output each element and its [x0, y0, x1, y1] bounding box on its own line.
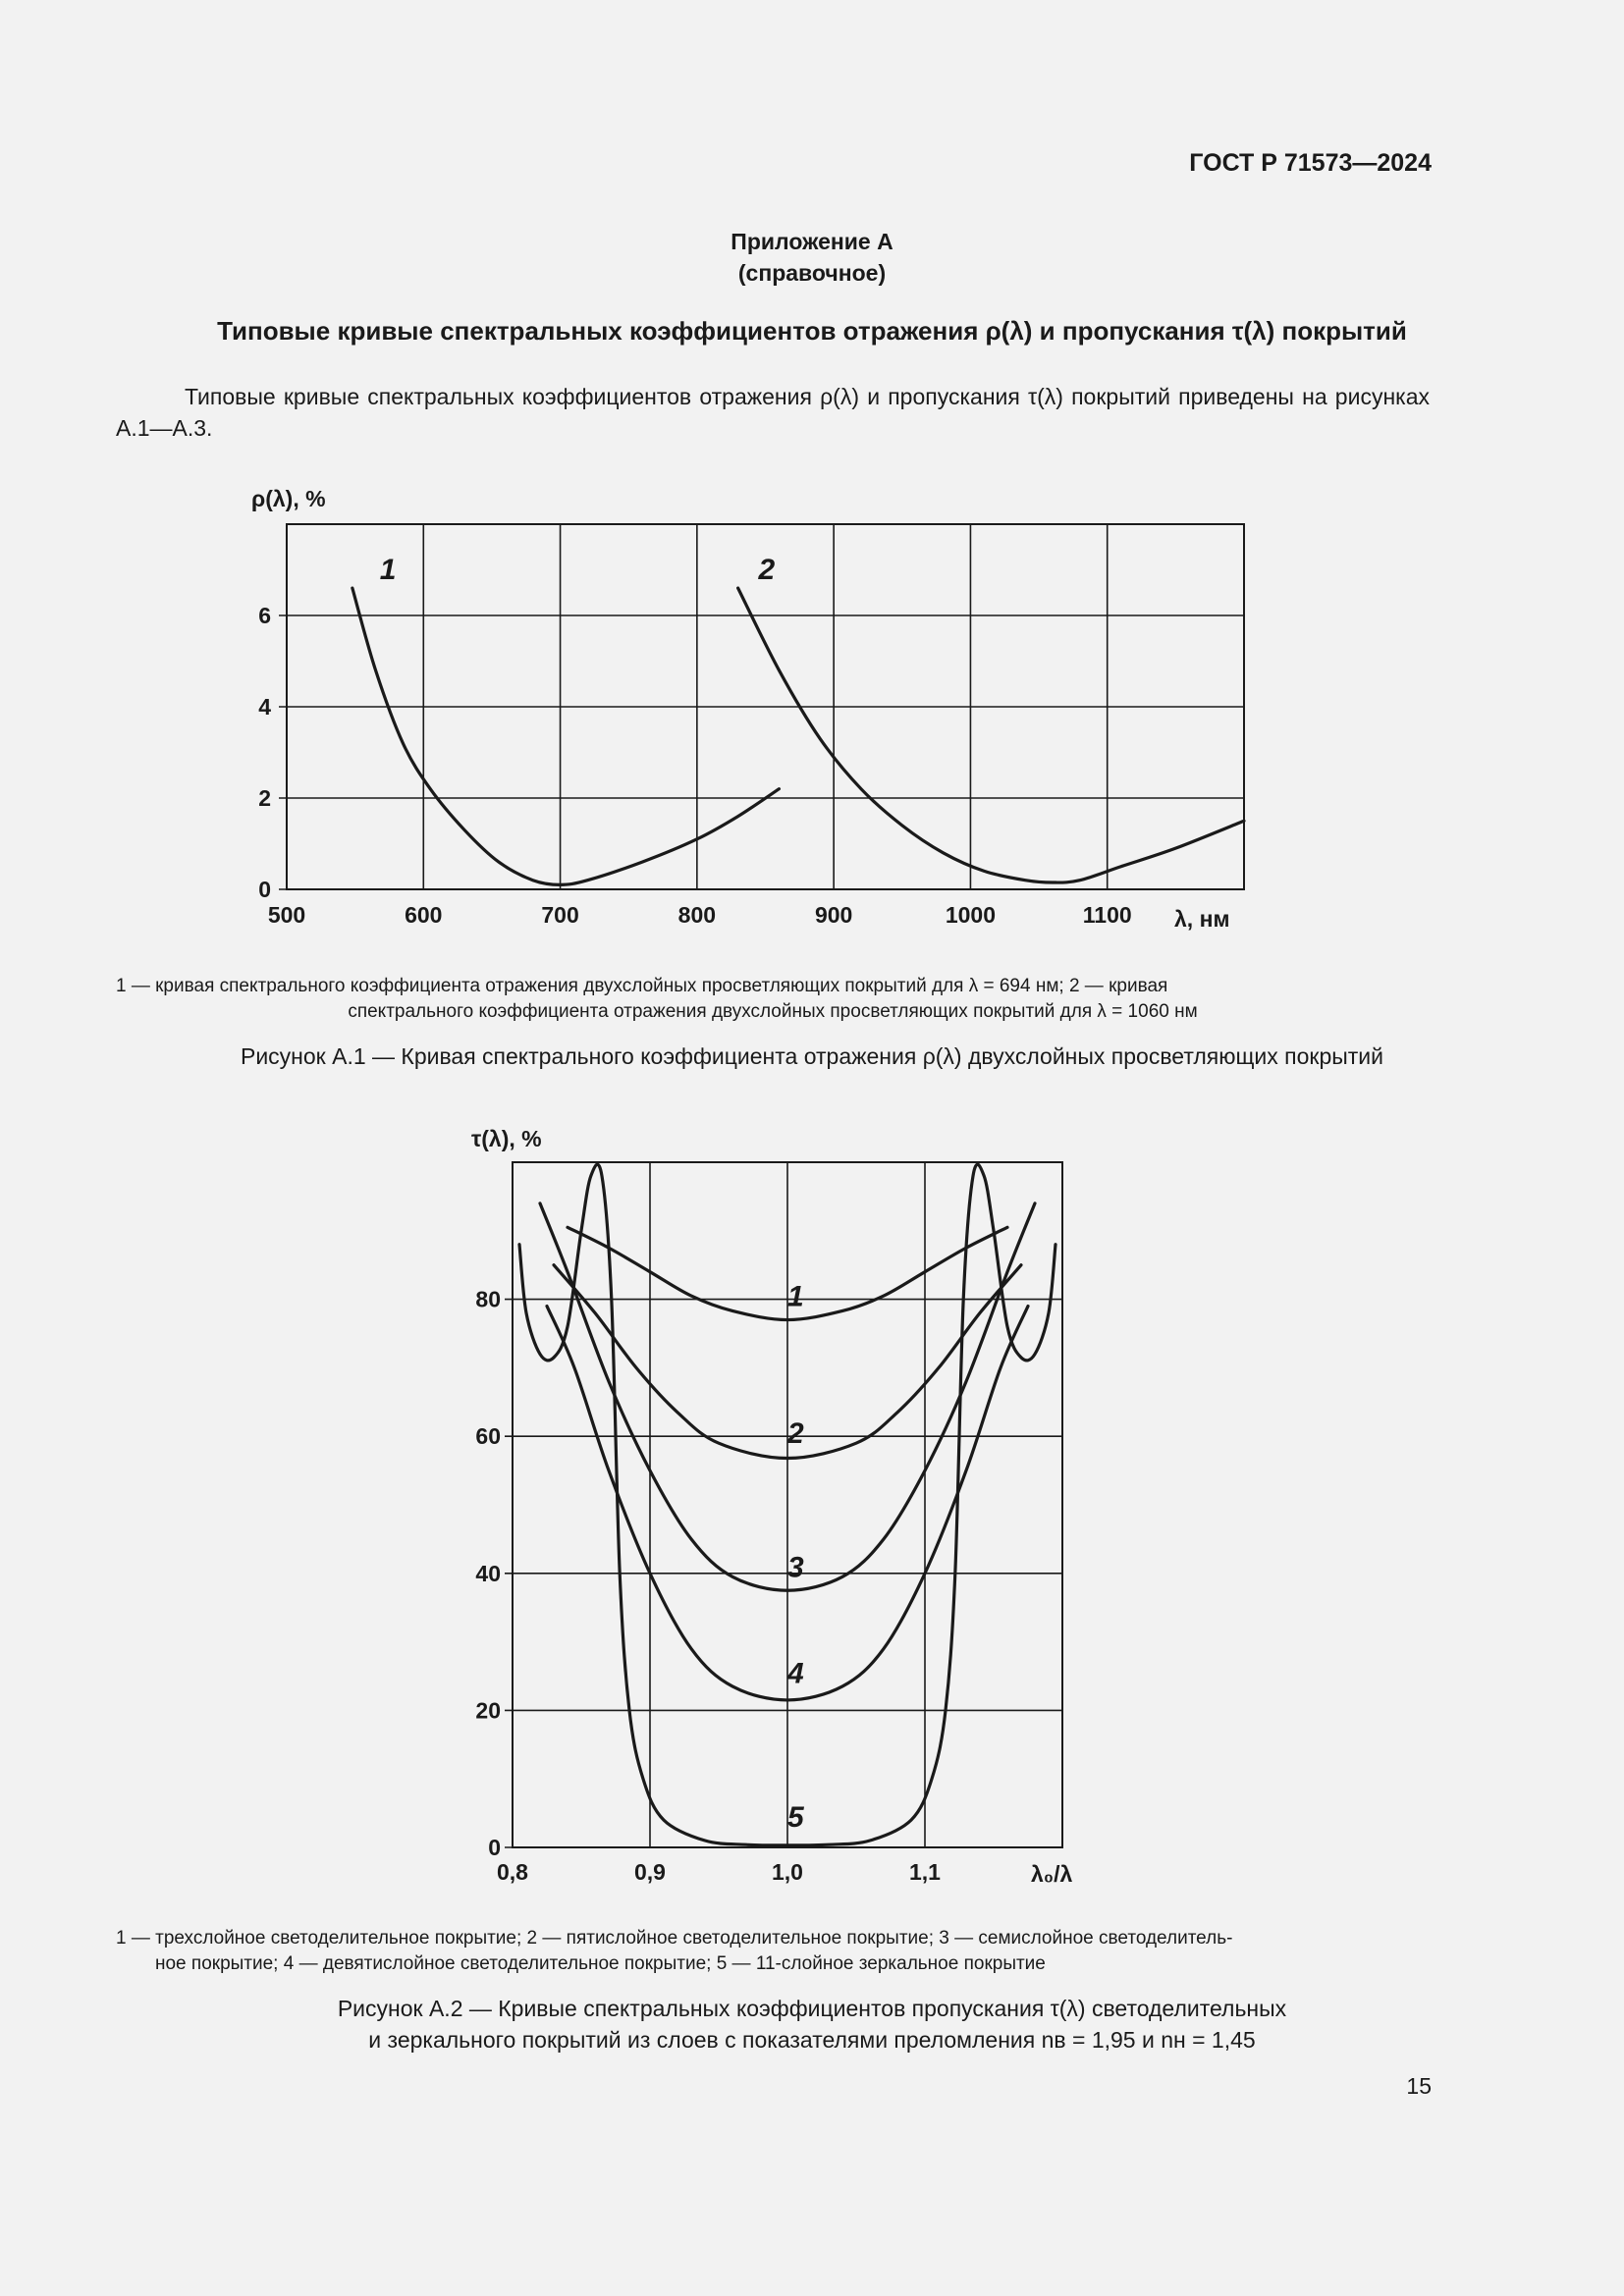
curve-1 — [352, 588, 780, 884]
page-number: 15 — [1406, 2073, 1432, 2099]
y-tick-label: 40 — [475, 1560, 501, 1586]
curve-2 — [738, 588, 1244, 882]
curve-label-3: 3 — [787, 1551, 804, 1584]
x-tick-label: 1,1 — [909, 1859, 941, 1885]
section-title: Типовые кривые спектральных коэффициентов отражения ρ(λ) и пропускания τ(λ) покрытий — [217, 316, 1407, 346]
y-axis-label: τ(λ), % — [471, 1126, 542, 1151]
figure-a1-caption: Рисунок А.1 — Кривая спектрального коэффициента отражения ρ(λ) двухслойных просветляющих покрытий — [240, 1043, 1383, 1069]
y-tick-label: 0 — [258, 877, 271, 902]
figure-a2-caption — [0, 1993, 1624, 2056]
x-tick-label: 800 — [677, 902, 717, 928]
y-tick-label: 0 — [488, 1835, 501, 1860]
y-axis-label: ρ(λ), % — [251, 486, 326, 511]
y-tick-label: 20 — [475, 1697, 501, 1724]
figure-a1-legend — [116, 974, 1430, 1025]
curve-label-2: 2 — [787, 1417, 804, 1451]
figure-a2-caption-line2: и зеркального покрытий из слоев с показателями преломления nв = 1,95 и nн = 1,45 — [368, 2027, 1256, 2053]
figure-a2-legend — [116, 1926, 1430, 1977]
y-tick-label: 6 — [258, 603, 271, 628]
y-tick-label: 80 — [475, 1286, 501, 1312]
x-axis-label: λ, нм — [1174, 906, 1230, 932]
y-tick-label: 2 — [258, 785, 271, 811]
grid — [505, 1162, 1062, 1847]
x-tick-label: 600 — [405, 902, 443, 928]
figure-a1-chart — [226, 471, 1267, 942]
figure-a2-caption-line1: Рисунок А.2 — Кривые спектральных коэффициентов пропускания τ(λ) светоделительных — [337, 1996, 1287, 2021]
x-tick-label: 1000 — [945, 902, 997, 928]
x-tick-label: 700 — [541, 902, 579, 928]
x-tick-label: 1,0 — [772, 1859, 803, 1885]
x-tick-label: 0,8 — [497, 1859, 528, 1885]
curve-label-1: 1 — [379, 553, 397, 586]
appendix-heading — [0, 226, 1624, 289]
x-tick-label: 1100 — [1082, 902, 1132, 928]
curve-label-1: 1 — [787, 1280, 804, 1313]
y-tick-label: 60 — [475, 1423, 501, 1450]
figure-a1-legend-line1: 1 — кривая спектрального коэффициента отражения двухслойных просветляющих покрытий для λ = 694 нм; 2 — кривая — [116, 976, 1168, 996]
appendix-title: Приложение А — [731, 229, 893, 254]
intro-paragraph — [116, 381, 1430, 444]
appendix-note: (справочное) — [737, 260, 887, 286]
y-tick-label: 4 — [258, 694, 271, 720]
figure-a1-legend-line2: спектрального коэффициента отражения двухслойных просветляющих покрытий для λ = 1060 нм — [348, 1001, 1198, 1022]
intro-text: Типовые кривые спектральных коэффициентов отражения ρ(λ) и пропускания τ(λ) покрытий приведены на рисунках А.1—А.3. — [116, 384, 1430, 441]
curve-label-5: 5 — [787, 1801, 804, 1835]
figure-a2-legend-line2: ное покрытие; 4 — девятислойное светоделительное покрытие; 5 — 11-слойное зеркальное покрытие — [155, 1953, 1046, 1974]
figure-a2-legend-line1: 1 — трехслойное светоделительное покрытие; 2 — пятислойное светоделительное покрытие; 3 — семислойное светоделитель- — [116, 1928, 1233, 1949]
curve-label-4: 4 — [787, 1657, 804, 1690]
x-tick-label: 0,9 — [634, 1859, 666, 1885]
figure-a2-chart — [452, 1109, 1119, 1895]
x-tick-label: 500 — [267, 902, 306, 928]
standard-code: ГОСТ Р 71573—2024 — [1189, 149, 1432, 177]
x-tick-label: 900 — [814, 902, 853, 928]
curve-label-2: 2 — [758, 553, 776, 586]
x-axis-label: λ₀/λ — [1031, 1861, 1073, 1887]
